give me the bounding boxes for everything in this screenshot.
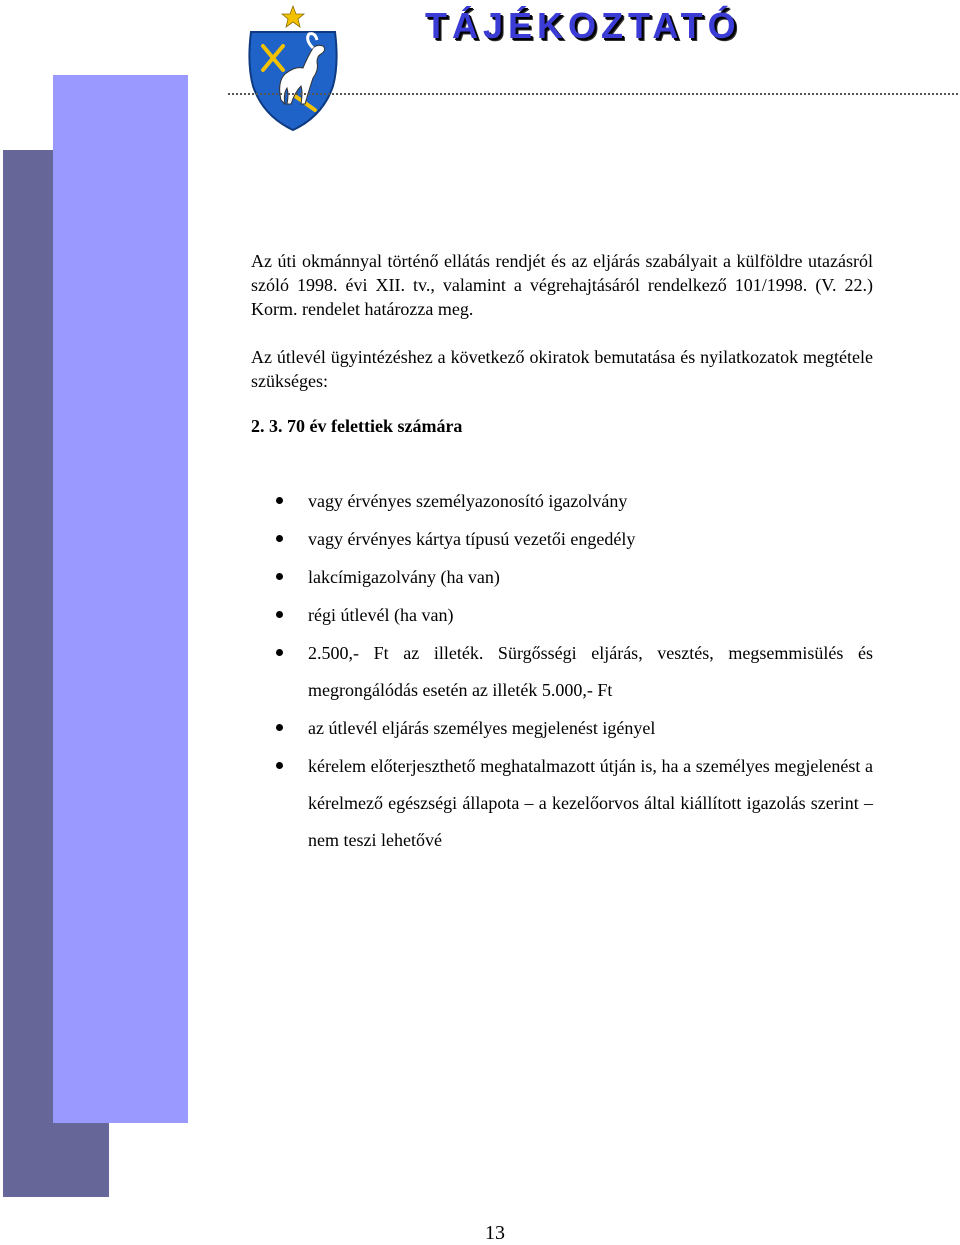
list-item (251, 710, 873, 747)
bullet-icon (276, 762, 283, 769)
document-body (251, 249, 873, 860)
bullet-icon (276, 724, 283, 731)
list-item-text: kérelem előterjeszthető meghatalmazott útján is, ha a személyes megjelenést a kérelmező egészségi állapota – a kezelőorvos által kiállított igazolás szerint – nem teszi lehetővé (308, 756, 873, 850)
coat-of-arms-icon (243, 4, 343, 134)
page-number: 13 (485, 1222, 505, 1244)
intro-paragraph: Az úti okmánnyal történő ellátás rendjét és az eljárás szabályait a külföldre utazásról szóló 1998. évi XII. tv., valamint a végrehajtásáról rendelkező 101/1998. (V. 22.) Korm. rendelet határozza meg. (251, 251, 873, 319)
requirements-paragraph: Az útlevél ügyintézéshez a következő okiratok bemutatása és nyilatkozatok megtétele szükséges: (251, 347, 873, 391)
list-item (251, 748, 873, 859)
bullet-icon (276, 497, 283, 504)
list-item-text: az útlevél eljárás személyes megjelenést igényel (308, 718, 656, 738)
list-item-text: vagy érvényes személyazonosító igazolvány (308, 491, 628, 511)
list-item (251, 559, 873, 596)
section-heading: 2. 3. 70 év felettiek számára (251, 416, 463, 436)
list-item-text: régi útlevél (ha van) (308, 605, 454, 625)
requirements-list (251, 483, 873, 859)
list-item (251, 483, 873, 520)
bullet-icon (276, 535, 283, 542)
bullet-icon (276, 611, 283, 618)
list-item (251, 635, 873, 709)
list-item (251, 521, 873, 558)
list-item-text: 2.500,- Ft az illeték. Sürgősségi eljárás, vesztés, megsemmisülés és megrongálódás esetén az illeték 5.000,- Ft (308, 643, 873, 700)
list-item (251, 597, 873, 634)
bullet-icon (276, 649, 283, 656)
list-item-text: vagy érvényes kártya típusú vezetői engedély (308, 529, 636, 549)
sidebar-light-band (53, 75, 188, 1123)
list-item-text: lakcímigazolvány (ha van) (308, 567, 500, 587)
title-divider (228, 93, 958, 95)
bullet-icon (276, 573, 283, 580)
page-title: TÁJÉKOZTATÓ (425, 5, 741, 46)
